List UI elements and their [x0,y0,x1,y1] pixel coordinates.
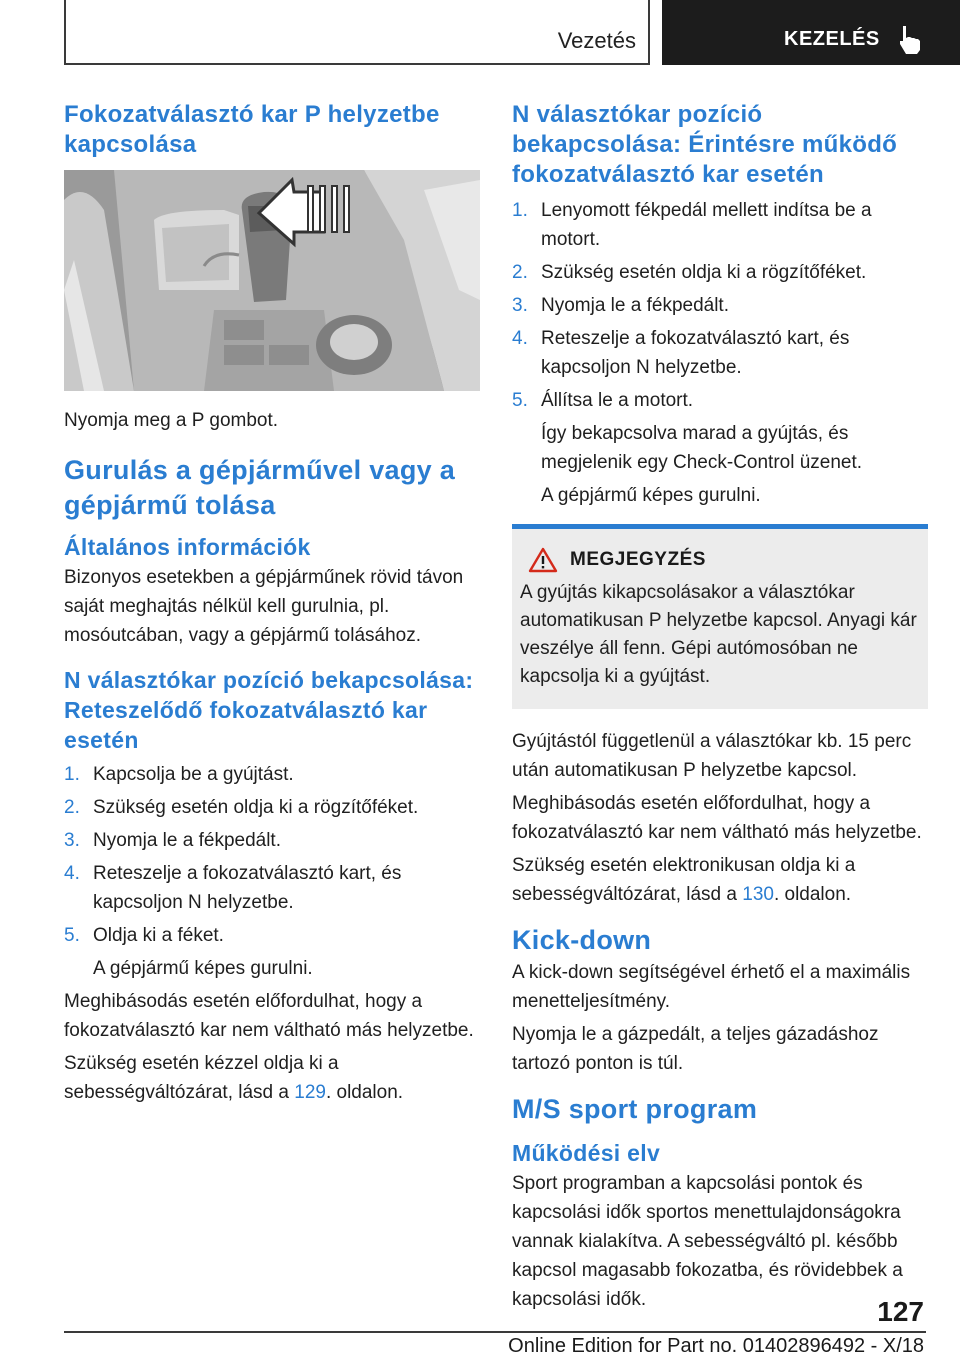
step-result-ignition: Így bekapcsolva marad a gyújtás, és megjelenik egy Check-Control üzenet. [541,423,863,473]
page-link-130[interactable]: 130 [742,884,774,905]
list-item: 5. Állítsa le a motort. [512,390,694,411]
header-chapter-title: KEZELÉS [784,28,880,50]
heading-park-position: Fokozatválasztó kar P helyzetbe kapcsolása [64,101,440,158]
footer-edition: Online Edition for Part no. 01402896492 - X/18 [508,1335,924,1357]
list-item: 4. Reteszelje a fokozatválasztó kart, és kapcsoljon N helyzetbe. [512,328,850,378]
paragraph-operating-principle: Sport programban a kapcsolási pontok és kapcsolási idők sportos menettulajdonságokra vannak kialakítva. A sebességváltó pl. később kapcsol magasabb fokozatba, és rövidebbek a kapcsolási idők. [512,1173,903,1311]
list-item: 2. Szükség esetén oldja ki a rögzítőféket. [64,796,419,818]
paragraph-manual-release: Szükség esetén kézzel oldja ki a sebességváltózárat, lásd a 129. oldalon. [64,1052,404,1103]
list-item: 2. Szükség esetén oldja ki a rögzítőféket. [512,262,867,283]
steps-touch-lever [512,196,928,415]
heading-n-touch-lever: N választókar pozíció bekapcsolása: Érintésre működő fokozatválasztó kar esetén [512,101,898,188]
left-column [64,100,476,1111]
paragraph-general-info: Bizonyos esetekben a gépjárműnek rövid távon saját meghajtás nélkül kell gurulnia, pl. mosóutcában, vagy a gépjármű tolásához. [64,567,464,647]
paragraph-fault: Meghibásodás esetén előfordulhat, hogy a fokozatválasztó kar nem váltható más helyzetbe. [64,990,474,1041]
footer-divider [64,1331,926,1333]
header-section-title: Vezetés [557,28,636,53]
figure-caption: Nyomja meg a P gombot. [64,410,279,431]
list-item: 3. Nyomja le a fékpedált. [64,829,281,851]
paragraph-kickdown-1: A kick-down segítségével érhető el a maximális menetteljesítmény. [512,962,911,1013]
heading-operating-principle: Működési elv [512,1140,661,1167]
heading-rolling-pushing: Gurulás a gépjárművel vagy a gépjármű tolása [64,455,456,521]
list-item: 1. Kapcsolja be a gyújtást. [64,763,294,785]
heading-n-locking-lever: N választókar pozíció bekapcsolása: Reteszelődő fokozatválasztó kar esetén [64,667,474,753]
step-result: A gépjármű képes gurulni. [93,957,313,979]
step-result-rolling: A gépjármű képes gurulni. [541,485,761,506]
heading-ms-sport-program: M/S sport program [512,1094,758,1125]
note-title: MEGJEGYZÉS [570,549,706,570]
list-item: 1. Lenyomott fékpedál mellett indítsa be a motort. [512,200,872,250]
steps-locking-lever [64,760,476,950]
paragraph-fault-right: Meghibásodás esetén előfordulhat, hogy a fokozatválasztó kar nem váltható más helyzetbe. [512,793,922,843]
warning-triangle-icon [528,547,558,573]
note-text: A gyújtás kikapcsolásakor a választókar automatikusan P helyzetbe kapcsol. Anyagi kár veszélye áll fenn. Gépi autómosóban ne kapcsolja ki a gyújtást. [520,582,917,687]
list-item: 3. Nyomja le a fékpedált. [512,295,729,316]
heading-kickdown: Kick-down [512,925,652,955]
hand-pointer-icon [896,24,926,56]
note-box [512,524,928,709]
paragraph-electronic-release: Szükség esetén elektronikusan oldja ki a sebességváltózárat, lásd a 130. oldalon. [512,855,856,905]
heading-general-info: Általános információk [64,534,311,561]
header-section-box [64,0,650,65]
page-number: 127 [877,1296,924,1327]
list-item: 4. Reteszelje a fokozatválasztó kart, és kapcsoljon N helyzetbe. [64,862,402,913]
paragraph-auto-park: Gyújtástól függetlenül a választókar kb. 15 perc után automatikusan P helyzetbe kapcsol. [512,731,912,781]
gear-selector-illustration [64,170,480,391]
list-item: 5. Oldja ki a féket. [64,924,224,946]
paragraph-kickdown-2: Nyomja le a gázpedált, a teljes gázadáshoz tartozó ponton is túl. [512,1024,879,1075]
note-header [520,547,918,573]
right-column [512,100,928,1318]
page-link-129[interactable]: 129 [294,1081,326,1103]
header-chapter-box [662,0,960,65]
